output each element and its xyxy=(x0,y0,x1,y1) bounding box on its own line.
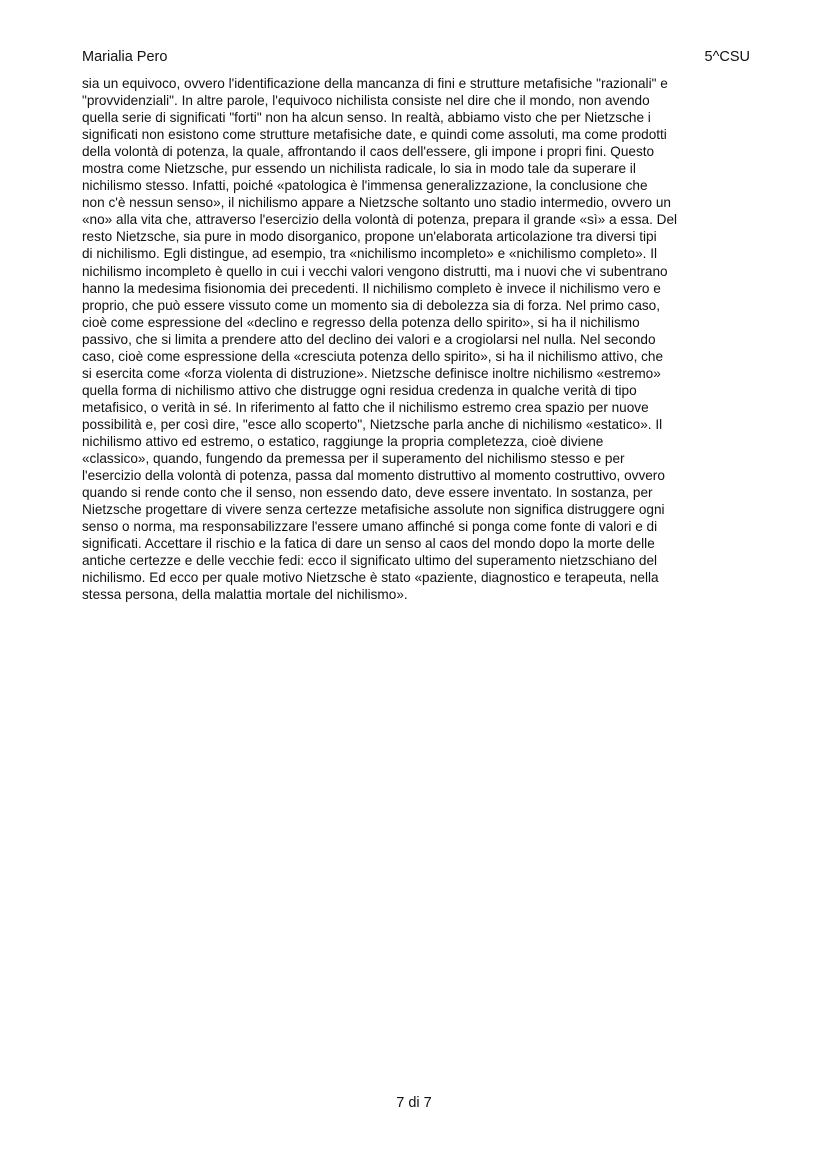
text-line: nichilismo attivo ed estremo, o estatico, raggiunge la propria completezza, cioè diviene xyxy=(82,433,604,449)
text-line: di nichilismo. Egli distingue, ad esempio, tra «nichilismo incompleto» e «nichilismo completo». Il xyxy=(82,246,657,262)
text-line: Nietzsche progettare di vivere senza certezze metafisiche assolute non significa distruggere ogni xyxy=(82,502,665,518)
text-line: caso, cioè come espressione della «cresciuta potenza dello spirito», si ha il nichilismo attivo, che xyxy=(82,348,664,364)
text-line: possibilità e, per così dire, "esce allo scoperto", Nietzsche parla anche di nichilismo «estatico». Il xyxy=(82,416,663,432)
text-line: senso o norma, ma responsabilizzare l'essere umano affinché si ponga come fonte di valori e di xyxy=(82,519,658,535)
page-header xyxy=(82,49,750,69)
text-line: stessa persona, della malattia mortale del nichilismo». xyxy=(82,587,408,603)
text-line: passivo, che si limita a prendere atto del declino dei valori e a crogiolarsi nel nulla. Nel secondo xyxy=(82,331,656,347)
text-line: cioè come espressione del «declino e regresso della potenza dello spirito», si ha il nichilismo xyxy=(82,314,640,330)
text-line: l'esercizio della volontà di potenza, passa dal momento distruttivo al momento costruttivo, ovvero xyxy=(82,468,665,484)
text-line: sia un equivoco, ovvero l'identificazione della mancanza di fini e strutture metafisiche "razionali" e xyxy=(82,76,668,91)
text-line: significati. Accettare il rischio e la fatica di dare un senso al caos del mondo dopo la morte delle xyxy=(82,536,655,552)
text-line: significati non esistono come strutture metafisiche date, e quindi come assoluti, ma come prodotti xyxy=(82,127,667,143)
text-line: «no» alla vita che, attraverso l'esercizio della volontà di potenza, prepara il grande «sì» a essa. Del xyxy=(82,212,678,228)
text-line: nichilismo incompleto è quello in cui i vecchi valori vengono distrutti, ma i nuovi che vi subentrano xyxy=(82,263,668,279)
text-line: metafisico, o verità in sé. In riferimento al fatto che il nichilismo estremo crea spazio per nuove xyxy=(82,399,649,415)
text-line: nichilismo. Ed ecco per quale motivo Nietzsche è stato «paziente, diagnostico e terapeuta, nella xyxy=(82,570,659,586)
text-line: mostra come Nietzsche, pur essendo un nichilista radicale, lo sia in modo tale da superare il xyxy=(82,161,636,177)
text-line: antiche certezze e delle vecchie fedi: ecco il significato ultimo del superamento nietzschiano del xyxy=(82,553,658,569)
body-paragraph xyxy=(82,75,752,603)
text-line: si esercita come «forza violenta di distruzione». Nietzsche definisce inoltre nichilismo «estremo» xyxy=(82,365,661,381)
text-line: nichilismo stesso. Infatti, poiché «patologica è l'immensa generalizzazione, la conclusione che xyxy=(82,178,648,194)
text-line: proprio, che può essere vissuto come un momento sia di debolezza sia di forza. Nel primo caso, xyxy=(82,297,661,313)
text-line: della volontà di potenza, la quale, affrontando il caos dell'essere, gli impone i propri fini. Questo xyxy=(82,144,655,160)
text-line: resto Nietzsche, sia pure in modo disorganico, propone un'elaborata articolazione tra diversi tipi xyxy=(82,229,657,245)
text-line: quella forma di nichilismo attivo che distrugge ogni residua credenza in qualche verità di tipo xyxy=(82,382,637,398)
text-line: hanno la medesima fisionomia dei precedenti. Il nichilismo completo è invece il nichilismo vero e xyxy=(82,280,661,296)
page-number: 7 di 7 xyxy=(396,1095,432,1111)
class-label: 5^CSU xyxy=(704,49,750,65)
text-line: non c'è nessun senso», il nichilismo appare a Nietzsche soltanto uno stadio intermedio, ovvero un xyxy=(82,195,671,211)
author-name: Marialia Pero xyxy=(82,49,168,65)
text-line: «classico», quando, fungendo da premessa per il superamento del nichilismo stesso e per xyxy=(82,451,625,467)
text-line: quella serie di significati "forti" non ha alcun senso. In realtà, abbiamo visto che per Nietzsche i xyxy=(82,110,651,126)
text-line: "provvidenziali". In altre parole, l'equivoco nichilista consiste nel dire che il mondo, non avendo xyxy=(82,93,650,109)
text-line: quando si rende conto che il senso, non essendo dato, deve essere inventato. In sostanza, per xyxy=(82,485,653,501)
